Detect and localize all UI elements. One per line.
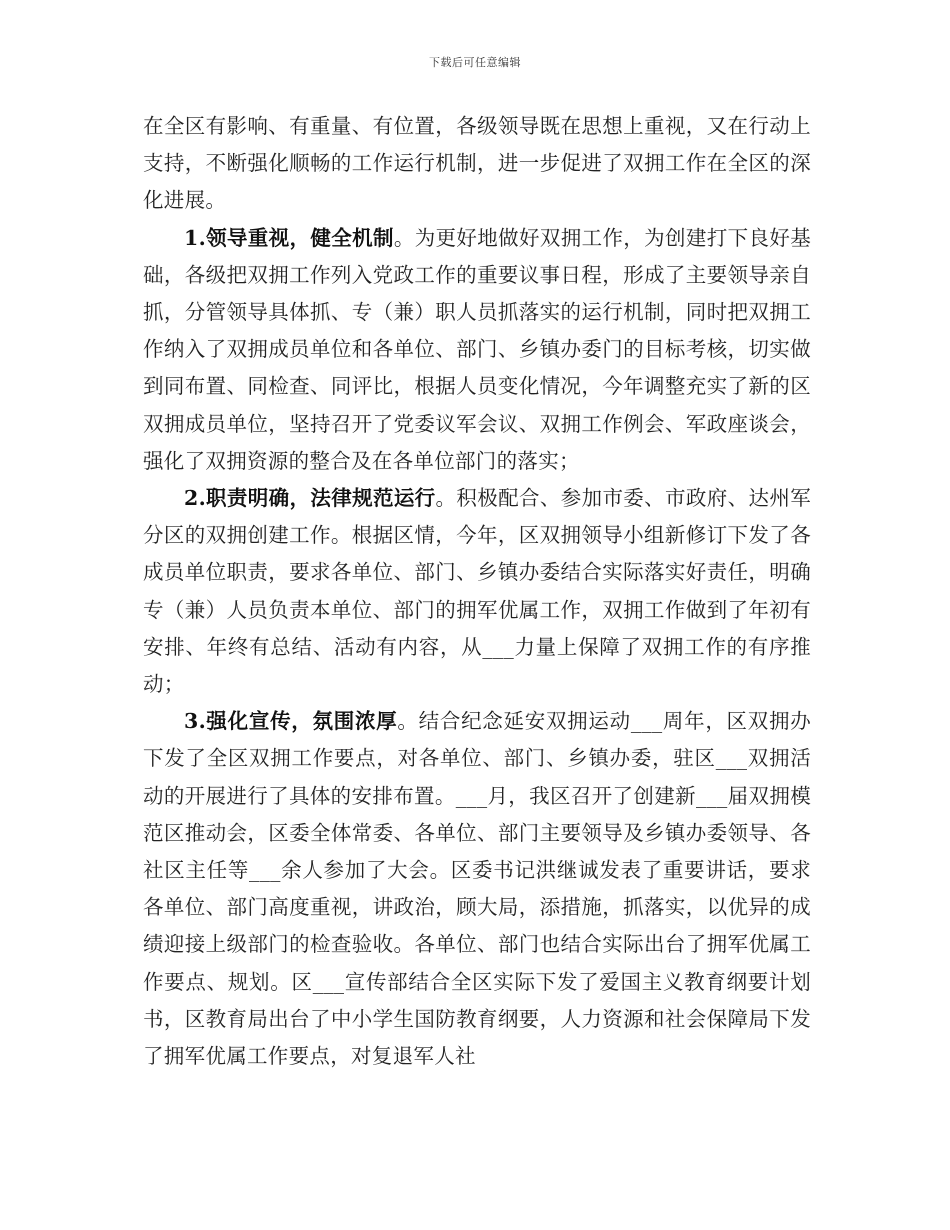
paragraph-text: 。结合纪念延安双拥运动___周年，区双拥办下发了全区双拥工作要点，对各单位、部门、乡镇办委，驻区___双拥活动的开展进行了具体的安排布置。___月，我区召开了创建新___届双拥模范区推动会，区委全体常委、各单位、部门主要领导及乡镇办委领导、各社区主任等___余人参加了大会。区委书记洪继诚发表了重要讲话，要求各单位、部门高度重视，讲政治，顾大局，添措施，抓落实，以优异的成绩迎接上级部门的检查验收。各单位、部门也结合实际出台了拥军优属工作要点、规划。区___宣传部结合全区实际下发了爱国主义教育纲要计划书，区教育局出台了中小学生国防教育纲要，人力资源和社会保障局下发了拥军优属工作要点，对复退军人社 xyxy=(143,709,811,1069)
paragraph-text: 在全区有影响、有重量、有位置，各级领导既在思想上重视，又在行动上支持，不断强化顺畅的工作运行机制，进一步促进了双拥工作在全区的深化进展。 xyxy=(143,114,811,213)
paragraph-intro xyxy=(143,108,811,220)
paragraph-heading: 2.职责明确，法律规范运行 xyxy=(184,486,436,511)
paragraph-text: 。为更好地做好双拥工作，为创建打下良好基础，各级把双拥工作列入党政工作的重要议事日程，形成了主要领导亲自抓，分管领导具体抓、专（兼）职人员抓落实的运行机制，同时把双拥工作纳入了双拥成员单位和各单位、部门、乡镇办委门的目标考核，切实做到同布置、同检查、同评比，根据人员变化情况，今年调整充实了新的区双拥成员单位，坚持召开了党委议军会议、双拥工作例会、军政座谈会，强化了双拥资源的整合及在各单位部门的落实； xyxy=(143,225,812,473)
page-header-note: 下载后可任意编辑 xyxy=(429,56,521,69)
paragraph-publicity xyxy=(143,703,811,1075)
document-body xyxy=(143,108,811,1075)
paragraph-heading: 1.领导重视，健全机制 xyxy=(184,225,394,250)
paragraph-text: 。积极配合、参加市委、市政府、达州军分区的双拥创建工作。根据区情，今年，区双拥领导小组新修订下发了各成员单位职责，要求各单位、部门、乡镇办委结合实际落实好责任，明确专（兼）人员负责本单位、部门的拥军优属工作，双拥工作做到了年初有安排、年终有总结、活动有内容，从___力量上保障了双拥工作的有序推动； xyxy=(143,486,811,697)
paragraph-heading: 3.强化宣传，氛围浓厚 xyxy=(184,709,398,734)
paragraph-responsibility xyxy=(143,480,811,703)
paragraph-leadership xyxy=(143,220,811,480)
